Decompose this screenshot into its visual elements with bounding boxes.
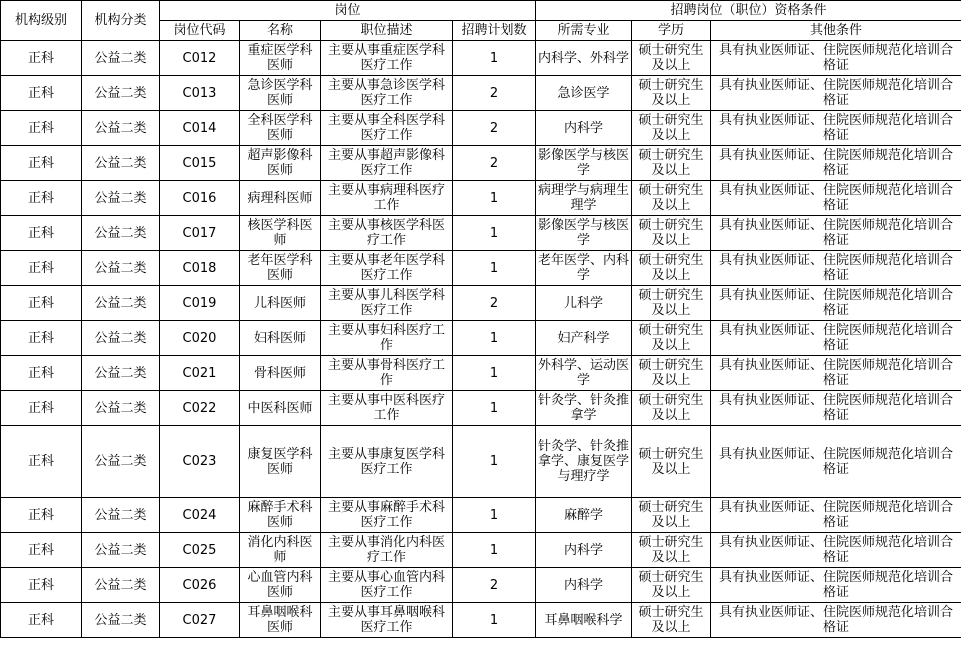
header-level: 机构级别 [1, 1, 82, 41]
cell-major: 内科学 [536, 568, 632, 603]
cell-category: 公益二类 [82, 498, 160, 533]
header-plan: 招聘计划数 [453, 21, 536, 41]
cell-desc: 主要从事病理科医疗工作 [321, 181, 453, 216]
cell-name: 急诊医学科医师 [240, 76, 321, 111]
cell-level: 正科 [1, 391, 82, 426]
cell-code: C019 [160, 286, 240, 321]
cell-category: 公益二类 [82, 216, 160, 251]
cell-major: 老年医学、内科学 [536, 251, 632, 286]
cell-level: 正科 [1, 251, 82, 286]
cell-major: 儿科学 [536, 286, 632, 321]
table-row [1, 181, 961, 216]
cell-category: 公益二类 [82, 181, 160, 216]
cell-plan: 1 [453, 251, 536, 286]
cell-edu: 硕士研究生及以上 [632, 533, 711, 568]
cell-category: 公益二类 [82, 251, 160, 286]
header-code: 岗位代码 [160, 21, 240, 41]
cell-major: 妇产科学 [536, 321, 632, 356]
header-other: 其他条件 [711, 21, 961, 41]
cell-edu: 硕士研究生及以上 [632, 76, 711, 111]
cell-name: 中医科医师 [240, 391, 321, 426]
cell-other: 具有执业医师证、住院医师规范化培训合格证 [711, 111, 961, 146]
cell-code: C020 [160, 321, 240, 356]
cell-name: 病理科医师 [240, 181, 321, 216]
cell-name: 超声影像科医师 [240, 146, 321, 181]
cell-major: 针灸学、针灸推拿学 [536, 391, 632, 426]
cell-edu: 硕士研究生及以上 [632, 41, 711, 76]
cell-name: 麻醉手术科医师 [240, 498, 321, 533]
cell-category: 公益二类 [82, 356, 160, 391]
cell-plan: 2 [453, 76, 536, 111]
cell-code: C023 [160, 426, 240, 498]
cell-major: 针灸学、针灸推拿学、康复医学与理疗学 [536, 426, 632, 498]
cell-other: 具有执业医师证、住院医师规范化培训合格证 [711, 181, 961, 216]
cell-edu: 硕士研究生及以上 [632, 356, 711, 391]
cell-plan: 1 [453, 603, 536, 638]
cell-category: 公益二类 [82, 321, 160, 356]
cell-level: 正科 [1, 76, 82, 111]
cell-level: 正科 [1, 568, 82, 603]
cell-level: 正科 [1, 146, 82, 181]
cell-desc: 主要从事骨科医疗工作 [321, 356, 453, 391]
cell-level: 正科 [1, 356, 82, 391]
cell-level: 正科 [1, 41, 82, 76]
cell-major: 内科学 [536, 533, 632, 568]
cell-desc: 主要从事老年医学科医疗工作 [321, 251, 453, 286]
cell-code: C014 [160, 111, 240, 146]
cell-edu: 硕士研究生及以上 [632, 216, 711, 251]
cell-edu: 硕士研究生及以上 [632, 251, 711, 286]
table-row [1, 356, 961, 391]
table-row [1, 603, 961, 638]
cell-desc: 主要从事妇科医疗工作 [321, 321, 453, 356]
cell-plan: 1 [453, 426, 536, 498]
header-desc: 职位描述 [321, 21, 453, 41]
cell-category: 公益二类 [82, 76, 160, 111]
cell-edu: 硕士研究生及以上 [632, 181, 711, 216]
cell-edu: 硕士研究生及以上 [632, 498, 711, 533]
cell-edu: 硕士研究生及以上 [632, 391, 711, 426]
table-row [1, 146, 961, 181]
table-row [1, 76, 961, 111]
cell-category: 公益二类 [82, 533, 160, 568]
cell-other: 具有执业医师证、住院医师规范化培训合格证 [711, 286, 961, 321]
cell-code: C021 [160, 356, 240, 391]
cell-edu: 硕士研究生及以上 [632, 426, 711, 498]
cell-category: 公益二类 [82, 146, 160, 181]
cell-major: 急诊医学 [536, 76, 632, 111]
cell-major: 影像医学与核医学 [536, 146, 632, 181]
cell-name: 消化内科医师 [240, 533, 321, 568]
cell-name: 妇科医师 [240, 321, 321, 356]
cell-other: 具有执业医师证、住院医师规范化培训合格证 [711, 216, 961, 251]
table-row [1, 41, 961, 76]
cell-code: C025 [160, 533, 240, 568]
cell-other: 具有执业医师证、住院医师规范化培训合格证 [711, 533, 961, 568]
header-row-group [1, 1, 961, 21]
cell-desc: 主要从事心血管内科医疗工作 [321, 568, 453, 603]
cell-major: 内科学 [536, 111, 632, 146]
cell-desc: 主要从事儿科医学科医疗工作 [321, 286, 453, 321]
cell-level: 正科 [1, 603, 82, 638]
cell-plan: 1 [453, 181, 536, 216]
cell-code: C022 [160, 391, 240, 426]
cell-code: C024 [160, 498, 240, 533]
cell-other: 具有执业医师证、住院医师规范化培训合格证 [711, 568, 961, 603]
cell-desc: 主要从事超声影像科医疗工作 [321, 146, 453, 181]
cell-major: 内科学、外科学 [536, 41, 632, 76]
cell-desc: 主要从事核医学科医疗工作 [321, 216, 453, 251]
cell-edu: 硕士研究生及以上 [632, 146, 711, 181]
cell-desc: 主要从事全科医学科医疗工作 [321, 111, 453, 146]
cell-name: 核医学科医师 [240, 216, 321, 251]
cell-name: 全科医学科医师 [240, 111, 321, 146]
table-row [1, 286, 961, 321]
table-row [1, 321, 961, 356]
cell-major: 耳鼻咽喉科学 [536, 603, 632, 638]
cell-category: 公益二类 [82, 41, 160, 76]
header-major: 所需专业 [536, 21, 632, 41]
cell-desc: 主要从事消化内科医疗工作 [321, 533, 453, 568]
cell-desc: 主要从事耳鼻咽喉科医疗工作 [321, 603, 453, 638]
cell-plan: 2 [453, 568, 536, 603]
cell-code: C013 [160, 76, 240, 111]
cell-category: 公益二类 [82, 391, 160, 426]
table-row [1, 391, 961, 426]
cell-level: 正科 [1, 181, 82, 216]
cell-code: C012 [160, 41, 240, 76]
cell-other: 具有执业医师证、住院医师规范化培训合格证 [711, 603, 961, 638]
cell-code: C015 [160, 146, 240, 181]
header-edu: 学历 [632, 21, 711, 41]
cell-other: 具有执业医师证、住院医师规范化培训合格证 [711, 41, 961, 76]
cell-category: 公益二类 [82, 568, 160, 603]
cell-category: 公益二类 [82, 603, 160, 638]
cell-level: 正科 [1, 426, 82, 498]
table-row [1, 568, 961, 603]
cell-other: 具有执业医师证、住院医师规范化培训合格证 [711, 251, 961, 286]
cell-edu: 硕士研究生及以上 [632, 286, 711, 321]
cell-desc: 主要从事中医科医疗工作 [321, 391, 453, 426]
cell-code: C027 [160, 603, 240, 638]
cell-other: 具有执业医师证、住院医师规范化培训合格证 [711, 391, 961, 426]
header-qual-group: 招聘岗位（职位）资格条件 [536, 1, 961, 21]
cell-edu: 硕士研究生及以上 [632, 603, 711, 638]
cell-edu: 硕士研究生及以上 [632, 321, 711, 356]
cell-major: 影像医学与核医学 [536, 216, 632, 251]
cell-other: 具有执业医师证、住院医师规范化培训合格证 [711, 426, 961, 498]
cell-name: 心血管内科医师 [240, 568, 321, 603]
cell-other: 具有执业医师证、住院医师规范化培训合格证 [711, 146, 961, 181]
cell-plan: 1 [453, 41, 536, 76]
cell-level: 正科 [1, 498, 82, 533]
cell-plan: 1 [453, 498, 536, 533]
header-category: 机构分类 [82, 1, 160, 41]
cell-plan: 1 [453, 356, 536, 391]
cell-code: C016 [160, 181, 240, 216]
table-row [1, 111, 961, 146]
table-row [1, 216, 961, 251]
cell-level: 正科 [1, 321, 82, 356]
cell-plan: 1 [453, 216, 536, 251]
cell-edu: 硕士研究生及以上 [632, 111, 711, 146]
cell-major: 外科学、运动医学 [536, 356, 632, 391]
table-row [1, 533, 961, 568]
cell-other: 具有执业医师证、住院医师规范化培训合格证 [711, 498, 961, 533]
table-row [1, 426, 961, 498]
cell-plan: 1 [453, 533, 536, 568]
cell-level: 正科 [1, 111, 82, 146]
cell-plan: 1 [453, 321, 536, 356]
cell-desc: 主要从事麻醉手术科医疗工作 [321, 498, 453, 533]
cell-plan: 2 [453, 286, 536, 321]
cell-desc: 主要从事重症医学科医疗工作 [321, 41, 453, 76]
cell-name: 儿科医师 [240, 286, 321, 321]
table-row [1, 498, 961, 533]
cell-level: 正科 [1, 533, 82, 568]
cell-category: 公益二类 [82, 111, 160, 146]
header-name: 名称 [240, 21, 321, 41]
table-row [1, 251, 961, 286]
cell-plan: 2 [453, 146, 536, 181]
header-post-group: 岗位 [160, 1, 536, 21]
cell-other: 具有执业医师证、住院医师规范化培训合格证 [711, 76, 961, 111]
cell-major: 病理学与病理生理学 [536, 181, 632, 216]
cell-category: 公益二类 [82, 286, 160, 321]
cell-name: 骨科医师 [240, 356, 321, 391]
cell-plan: 1 [453, 391, 536, 426]
cell-plan: 2 [453, 111, 536, 146]
cell-code: C017 [160, 216, 240, 251]
cell-other: 具有执业医师证、住院医师规范化培训合格证 [711, 356, 961, 391]
cell-major: 麻醉学 [536, 498, 632, 533]
cell-code: C026 [160, 568, 240, 603]
cell-level: 正科 [1, 286, 82, 321]
cell-code: C018 [160, 251, 240, 286]
cell-level: 正科 [1, 216, 82, 251]
cell-name: 耳鼻咽喉科医师 [240, 603, 321, 638]
cell-other: 具有执业医师证、住院医师规范化培训合格证 [711, 321, 961, 356]
cell-edu: 硕士研究生及以上 [632, 568, 711, 603]
cell-category: 公益二类 [82, 426, 160, 498]
cell-desc: 主要从事康复医学科医疗工作 [321, 426, 453, 498]
cell-desc: 主要从事急诊医学科医疗工作 [321, 76, 453, 111]
cell-name: 老年医学科医师 [240, 251, 321, 286]
cell-name: 重症医学科医师 [240, 41, 321, 76]
cell-name: 康复医学科医师 [240, 426, 321, 498]
